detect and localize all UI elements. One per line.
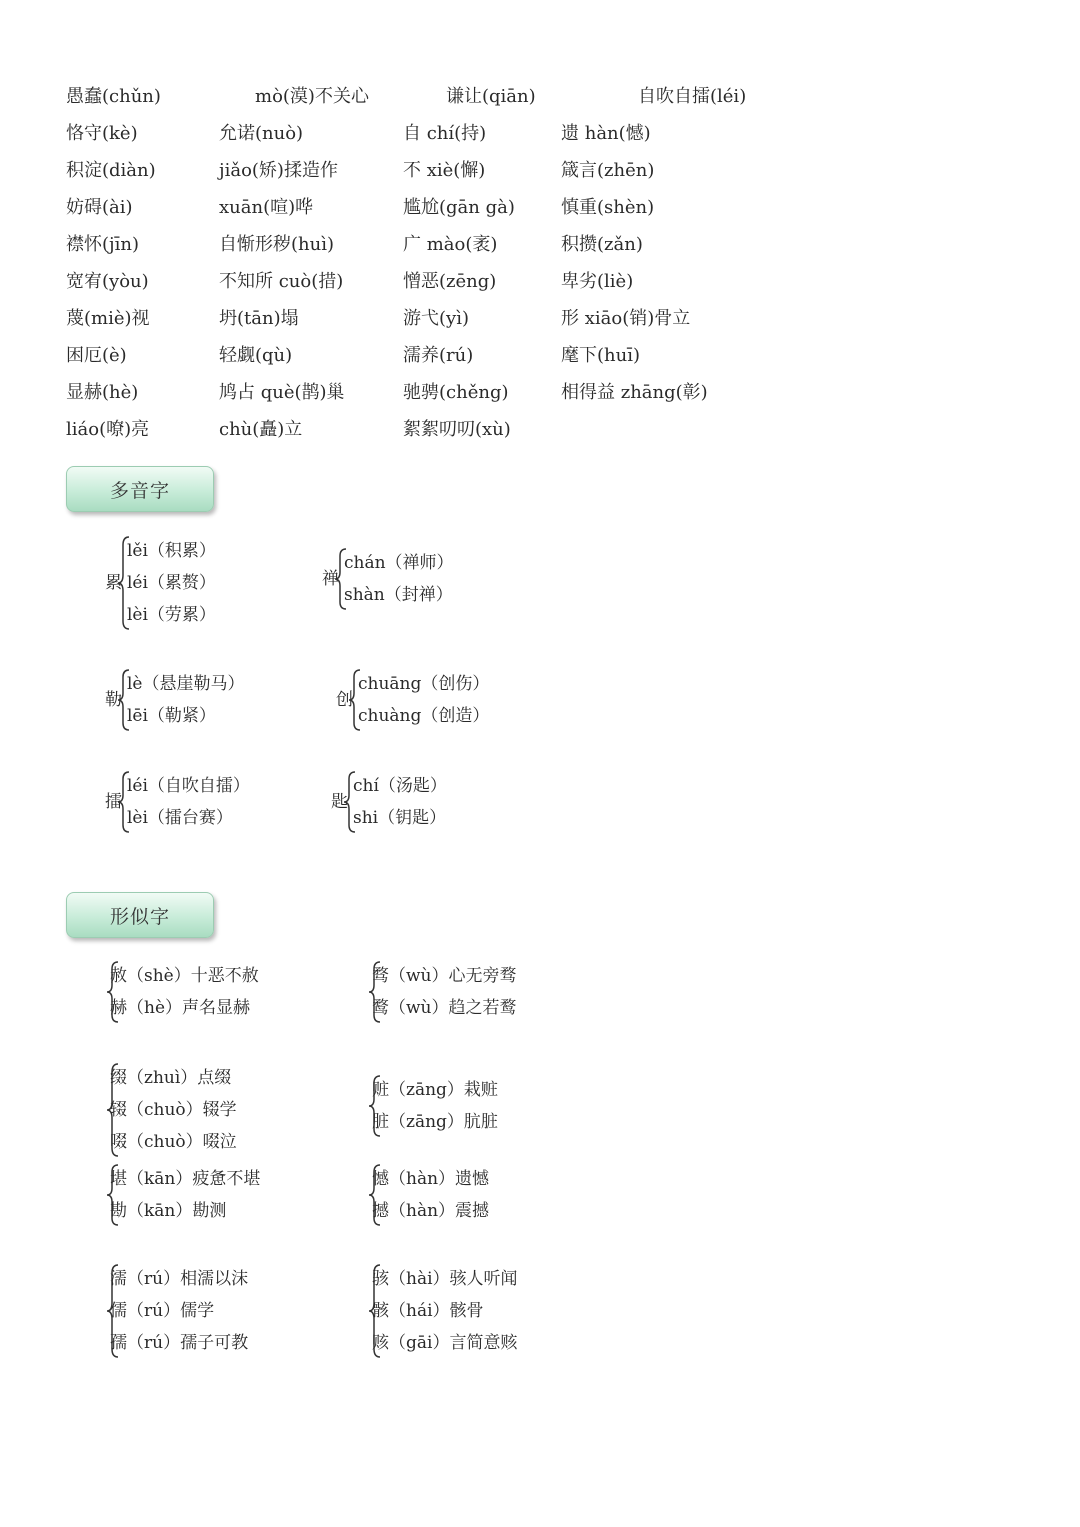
word-item: 卑劣(liè) — [561, 271, 634, 292]
group-line: shàn（封禅） — [344, 585, 453, 605]
similar-group — [368, 960, 598, 1024]
group-head-char: 匙 — [331, 792, 348, 812]
word-item: 濡养(rú) — [403, 345, 474, 366]
word-item: 遗 hàn(憾) — [561, 123, 651, 144]
word-item: 谦让(qiān) — [446, 86, 536, 107]
group-line: 赃（zāng）栽赃 — [372, 1080, 498, 1100]
group-line: lěi（积累） — [127, 541, 216, 561]
word-item: 尴尬(gān gà) — [403, 197, 515, 218]
group-line: 勘（kān）勘测 — [110, 1201, 227, 1221]
polyphonic-group — [322, 547, 502, 611]
group-line: 骛（wù）心无旁骛 — [372, 966, 517, 986]
polyphonic-group — [331, 770, 531, 834]
word-item: 形 xiāo(销)骨立 — [561, 308, 691, 329]
word-item: 宽宥(yòu) — [66, 271, 149, 292]
word-item: liáo(嘹)亮 — [66, 419, 150, 440]
section-header-similar — [66, 892, 214, 938]
word-item: 自吹自擂(léi) — [638, 86, 747, 107]
word-item: jiǎo(矫)揉造作 — [219, 160, 338, 181]
group-line: 骸（hái）骸骨 — [372, 1301, 484, 1321]
group-line: shi（钥匙） — [353, 808, 447, 828]
group-line: 堪（kān）疲惫不堪 — [110, 1169, 261, 1189]
word-item: 襟怀(jīn) — [66, 234, 139, 255]
polyphonic-group — [105, 770, 305, 834]
section-title: 形似字 — [109, 905, 170, 928]
word-item: 广 mào(袤) — [403, 234, 498, 255]
group-line: léi（累赘） — [127, 573, 216, 593]
word-item: 积攒(zǎn) — [561, 234, 643, 255]
group-line: lēi（勒紧） — [127, 706, 216, 726]
similar-group — [106, 960, 336, 1024]
similar-group — [368, 1163, 598, 1227]
word-item: 鸠占 què(鹊)巢 — [219, 382, 345, 403]
word-item: 驰骋(chěng) — [403, 382, 509, 403]
group-line: 骇（hài）骇人听闻 — [372, 1269, 518, 1289]
word-item: 慎重(shèn) — [561, 197, 655, 218]
group-line: 撼（hàn）震撼 — [372, 1201, 490, 1221]
similar-group — [368, 1263, 598, 1359]
word-item: 自惭形秽(huì) — [219, 234, 334, 255]
word-item: xuān(喧)哗 — [219, 197, 314, 218]
group-line: 啜（chuò）啜泣 — [110, 1132, 237, 1152]
similar-group — [106, 1263, 336, 1359]
word-item: 不知所 cuò(措) — [219, 271, 344, 292]
section-title: 多音字 — [109, 479, 170, 502]
group-line: 孺（rú）孺子可教 — [110, 1333, 249, 1353]
group-line: lè（悬崖勒马） — [127, 674, 245, 694]
group-line: 脏（zāng）肮脏 — [372, 1112, 498, 1132]
group-line: 赫（hè）声名显赫 — [110, 998, 251, 1018]
word-item: 憎恶(zēng) — [403, 271, 497, 292]
word-item: 积淀(diàn) — [66, 160, 156, 181]
word-item: 自 chí(持) — [403, 123, 487, 144]
group-line: léi（自吹自擂） — [127, 776, 250, 796]
group-line: 赦（shè）十恶不赦 — [110, 966, 259, 986]
word-item: 轻觑(qù) — [219, 345, 293, 366]
word-item: mò(漠)不关心 — [255, 86, 369, 107]
group-line: chí（汤匙） — [353, 776, 447, 796]
word-item: 显赫(hè) — [66, 382, 139, 403]
group-line: chuàng（创造） — [358, 706, 490, 726]
group-line: 鹜（wù）趋之若鹜 — [372, 998, 517, 1018]
group-line: 缀（zhuì）点缀 — [110, 1068, 232, 1088]
polyphonic-group — [105, 668, 305, 732]
word-item: 愚蠢(chǔn) — [66, 86, 161, 107]
group-head-char: 创 — [336, 690, 353, 710]
group-head-char: 累 — [105, 573, 122, 593]
word-item: 麾下(huī) — [561, 345, 640, 366]
group-line: lèi（擂台赛） — [127, 808, 233, 828]
similar-group — [368, 1074, 598, 1138]
word-item: chù(矗)立 — [219, 419, 303, 440]
group-head-char: 勒 — [105, 690, 122, 710]
word-item: 相得益 zhāng(彰) — [561, 382, 708, 403]
word-item: 坍(tān)塌 — [219, 308, 299, 329]
group-line: 辍（chuò）辍学 — [110, 1100, 237, 1120]
word-item: 允诺(nuò) — [219, 123, 304, 144]
section-header-polyphonic — [66, 466, 214, 512]
polyphonic-group — [336, 668, 536, 732]
word-item: 恪守(kè) — [66, 123, 138, 144]
group-line: chuāng（创伤） — [358, 674, 490, 694]
group-line: chán（禅师） — [344, 553, 454, 573]
word-item: 絮絮叨叨(xù) — [403, 419, 511, 440]
word-item: 蔑(miè)视 — [66, 308, 150, 329]
polyphonic-group — [105, 535, 285, 631]
group-head-char: 擂 — [105, 792, 122, 812]
word-item: 困厄(è) — [66, 345, 127, 366]
group-line: 憾（hàn）遗憾 — [372, 1169, 490, 1189]
similar-group — [106, 1062, 336, 1158]
word-item: 妨碍(ài) — [66, 197, 133, 218]
group-line: 赅（gāi）言简意赅 — [372, 1333, 518, 1353]
word-item: 箴言(zhēn) — [561, 160, 655, 181]
group-line: 儒（rú）儒学 — [110, 1301, 215, 1321]
group-line: 濡（rú）相濡以沫 — [110, 1269, 249, 1289]
group-line: lèi（劳累） — [127, 605, 216, 625]
similar-group — [106, 1163, 336, 1227]
word-item: 游弋(yì) — [403, 308, 469, 329]
group-head-char: 禅 — [322, 569, 339, 589]
word-item: 不 xiè(懈) — [403, 160, 486, 181]
